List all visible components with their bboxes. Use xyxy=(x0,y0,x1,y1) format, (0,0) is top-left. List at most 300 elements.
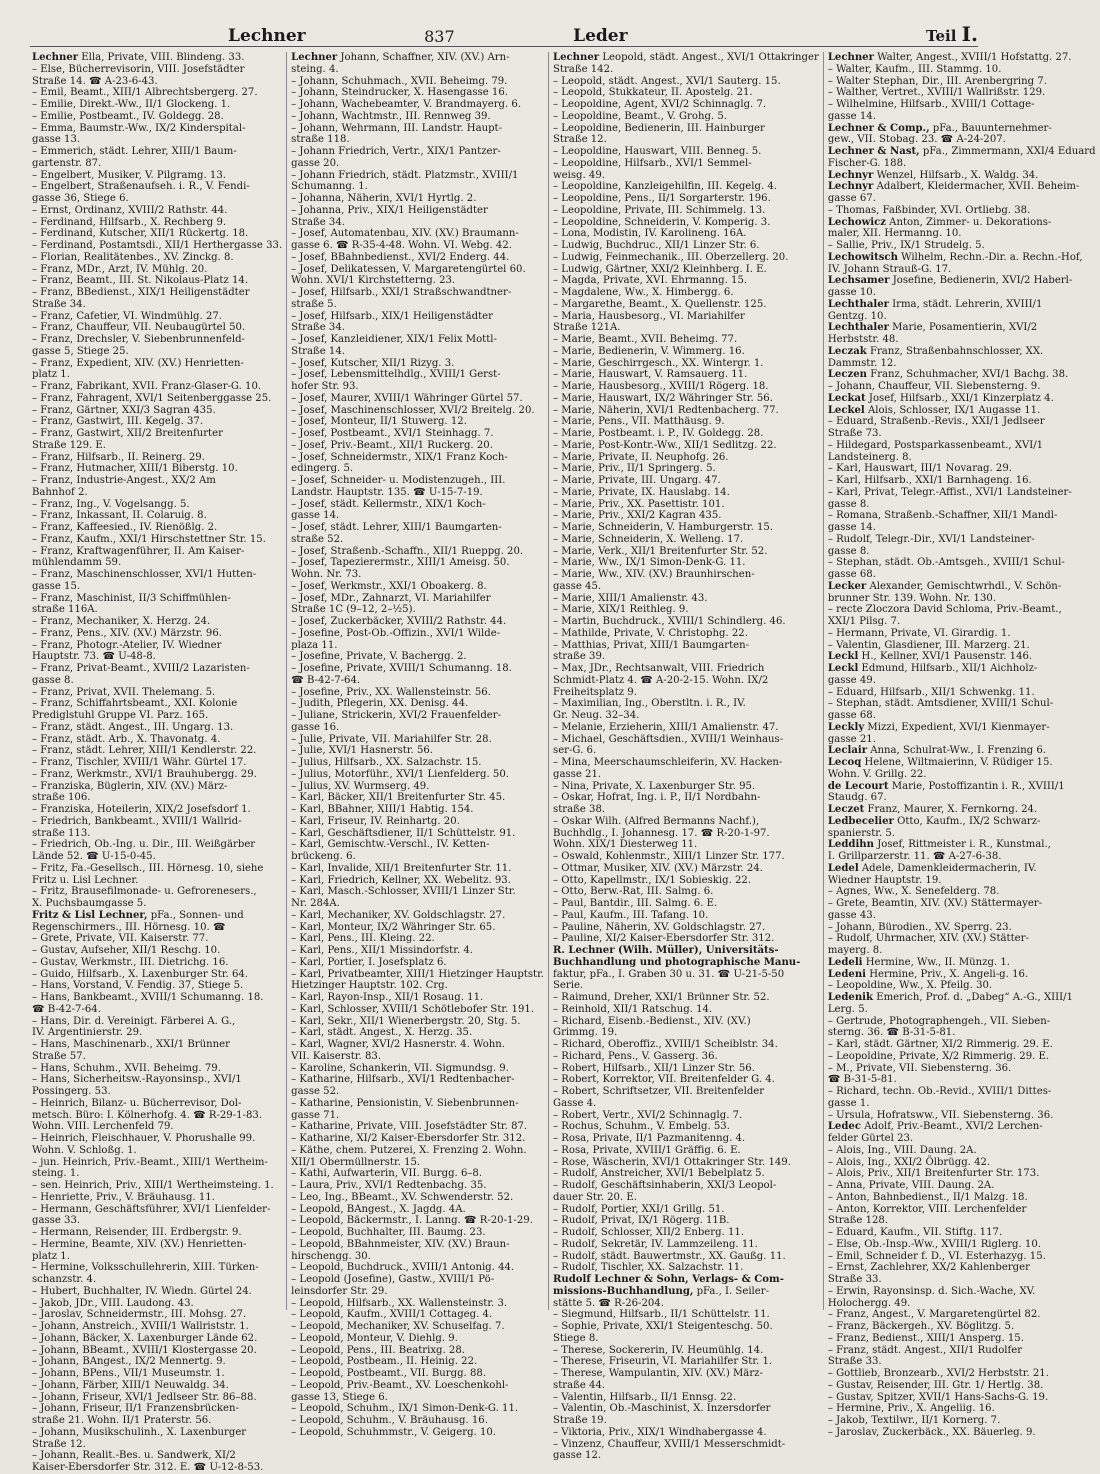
entry-text: brückeng. 6. xyxy=(291,851,356,862)
entry-text: – Johanna, Priv., XIX/1 Heiligenstädter xyxy=(291,204,488,216)
entry-text: – Gustav, Reisender, III. Gtr. 1/ Hertlg. 38. xyxy=(827,1379,1044,1391)
entry-text: Edmund, Hilfsarb., XII/1 Aichholz- xyxy=(858,663,1038,674)
directory-entry xyxy=(553,1016,819,1028)
entry-text: – Rudolf, Portier, XXI/1 Grillg. 51. xyxy=(553,1203,725,1215)
directory-entry xyxy=(828,205,1096,217)
entry-text: – Leopoldine, Private, III. Schimmelg. 13. xyxy=(553,204,766,216)
entry-text: Straße 14. xyxy=(291,345,345,357)
entry-text: – Franz, Cafetier, VI. Windmühlg. 27. xyxy=(32,310,222,322)
entry-text: Johann, Schaffner, XIV. (XV.) Arn- xyxy=(337,52,510,63)
directory-entry xyxy=(553,675,819,687)
directory-entry xyxy=(553,875,819,887)
entry-text: – Josef, Kanzleidiener, XIX/1 Felix Mottl- xyxy=(291,334,497,345)
directory-entry xyxy=(553,134,819,146)
entry-text: – Johann, BAngest., IX/2 Mennertg. 9. xyxy=(32,1356,226,1368)
directory-entry xyxy=(291,969,544,981)
directory-entry xyxy=(32,1333,282,1345)
directory-entry xyxy=(828,1121,1096,1133)
directory-entry xyxy=(32,1063,282,1075)
directory-entry xyxy=(291,240,544,252)
entry-text: gasse 71. xyxy=(291,1109,340,1121)
directory-entry xyxy=(553,287,819,299)
entry-text: gasse 12. xyxy=(553,1450,602,1462)
entry-text: Anton, Zimmer- u. Dekorations- xyxy=(885,216,1052,228)
entry-text: – Grete, Private, VII. Kaiserstr. 77. xyxy=(32,933,209,945)
directory-entry xyxy=(291,1286,544,1298)
entry-text: – Leopold, Schuhm., V. Bräuhausg. 16. xyxy=(291,1415,488,1426)
directory-entry xyxy=(553,593,819,605)
entry-text: – Franz, Bedienst., XIII/1 Ansperg. 15. xyxy=(827,1332,1024,1344)
entry-text: leinsdorfer Str. 29. xyxy=(291,1285,388,1297)
directory-entry xyxy=(828,675,1096,687)
directory-entry xyxy=(291,734,544,746)
entry-text: – Ferdinand, Hilfsarb., X. Rechberg 9. xyxy=(32,216,227,228)
directory-entry xyxy=(32,863,282,875)
directory-entry xyxy=(32,487,282,499)
columns xyxy=(28,52,1096,1473)
directory-entry xyxy=(32,534,282,546)
directory-entry xyxy=(291,863,544,875)
directory-entry xyxy=(828,1051,1096,1063)
directory-entry xyxy=(291,1192,544,1204)
entry-text: – Emma, Baumstr.-Ww., IX/2 Kinderspital- xyxy=(32,122,246,134)
entry-text: – Rudolf, Privat, IX/1 Rögerg. 11B. xyxy=(553,1215,730,1227)
directory-entry xyxy=(828,593,1096,605)
entry-text: – Kathi, Aufwarterin, VII. Burgg. 6–8. xyxy=(291,1168,483,1180)
directory-entry xyxy=(32,710,282,722)
directory-entry xyxy=(32,1027,282,1039)
directory-entry xyxy=(291,616,544,628)
directory-entry xyxy=(553,546,819,558)
entry-text: – Franz, Expedient, XIV. (XV.) Henrietten- xyxy=(32,357,244,369)
directory-entry xyxy=(553,828,819,840)
directory-entry xyxy=(32,816,282,828)
directory-entry xyxy=(828,240,1096,252)
entry-text: – Karl, Pens., III. Kleing. 22. xyxy=(291,933,435,945)
entry-text: – Otto, Berw.-Rat, III. Salmg. 6. xyxy=(553,886,714,898)
entry-text: felder Gürtel 23. xyxy=(827,1133,914,1144)
column-2 xyxy=(287,52,549,1438)
entry-text: – Johann, BPens., VII/1 Museumstr. 1. xyxy=(32,1368,225,1379)
entry-text: – Siegmund, Hilfsarb., II/1 Schüttelstr. 11. xyxy=(553,1309,770,1321)
directory-entry xyxy=(553,217,819,229)
entry-text: Franz, Straßenbahnschlosser, XX. xyxy=(866,345,1044,357)
entry-text: – Franz, Werkmstr., XVI/1 Brauhubergg. 29. xyxy=(32,768,257,780)
directory-entry xyxy=(553,1133,819,1145)
entry-text: – Franziska, Büglerin, XIV. (XV.) März- xyxy=(32,780,228,792)
directory-entry xyxy=(32,722,282,734)
directory-entry xyxy=(553,1380,819,1392)
entry-surname: Lechnyr xyxy=(827,169,874,181)
entry-text: spanierstr. 5. xyxy=(827,827,896,839)
directory-entry xyxy=(828,1145,1096,1157)
directory-entry xyxy=(32,416,282,428)
directory-entry xyxy=(291,264,544,276)
entry-text: – Marie, Hauswart, V. Ramsauerg. 11. xyxy=(553,369,748,381)
entry-text: Prediglstuhl Gruppe VI. Parz. 165. xyxy=(32,710,209,721)
directory-entry xyxy=(828,1215,1096,1227)
directory-entry xyxy=(291,781,544,793)
directory-entry xyxy=(553,52,819,64)
directory-entry xyxy=(553,1262,819,1274)
directory-entry xyxy=(32,804,282,816)
entry-text: – Gustav, Aufseher, XII/1 Reschg. 10. xyxy=(32,945,221,956)
entry-text: – Leopold, Schuhm., IX/1 Simon-Denk-G. 11. xyxy=(291,1403,519,1415)
entry-surname: Rudolf Lechner & Sohn, Verlags- & Com- xyxy=(553,1274,784,1285)
directory-entry xyxy=(291,1274,544,1286)
directory-entry xyxy=(32,522,282,534)
entry-text: straße 116A. xyxy=(32,604,98,616)
entry-text: – Ferdinand, Postamtsdi., XII/1 Herthergasse 33. xyxy=(32,240,283,251)
entry-text: – Julius, XV. Wurmserg. 49. xyxy=(291,780,430,792)
directory-entry xyxy=(553,1098,819,1110)
entry-text: stätte 5. ☎ R-26-204. xyxy=(553,1297,664,1309)
entry-text: – Ludwig, Buchdruc., XII/1 Linzer Str. 6. xyxy=(553,240,760,251)
directory-entry xyxy=(553,863,819,875)
directory-entry xyxy=(291,1321,544,1333)
entry-text: – Leopold, Pens., III. Beatrixg. 28. xyxy=(291,1344,465,1356)
directory-entry xyxy=(291,428,544,440)
entry-text: Ella, Private, VIII. Blindeng. 33. xyxy=(78,52,245,63)
entry-text: – Katharine, Private, VIII. Josefstädter Str. 87. xyxy=(291,1121,528,1133)
entry-surname: Lechowicz xyxy=(827,216,886,228)
entry-text: – Hans, Vorstand, V. Fendig. 37, Stiege 5. xyxy=(32,980,244,992)
entry-surname: Leczak xyxy=(827,345,867,357)
directory-entry xyxy=(291,1145,544,1157)
directory-entry xyxy=(553,416,819,428)
entry-text: – Marie, Ww., IX/1 Simon-Denk-G. 11. xyxy=(553,557,746,569)
entry-text: metsch. Büro: I. Kölnerhofg. 4. ☎ R-29-1-83. xyxy=(32,1109,263,1121)
entry-text: – Fritz, Fa.-Gesellsch., III. Hörnesg. 10, siehe xyxy=(32,862,264,874)
entry-surname: Lechner & Comp., xyxy=(827,122,930,134)
entry-text: – Franz, Kaffeesied., IV. Rienößlg. 2. xyxy=(32,522,218,533)
directory-entry xyxy=(553,275,819,287)
directory-entry xyxy=(553,769,819,781)
directory-entry xyxy=(32,1251,282,1263)
directory-entry xyxy=(553,510,819,522)
entry-text: – Karl, Pens., XII/1 Missindorfstr. 4. xyxy=(291,945,474,956)
column-4 xyxy=(824,52,1100,1438)
entry-surname: Ledeni xyxy=(827,968,867,980)
directory-entry xyxy=(553,463,819,475)
directory-entry xyxy=(828,1368,1096,1380)
entry-text: platz 1. xyxy=(32,1250,70,1262)
directory-entry xyxy=(553,1274,819,1286)
directory-entry xyxy=(32,792,282,804)
entry-text: – Josef, städt. Lehrer, XIII/1 Baumgarten- xyxy=(291,522,502,533)
directory-entry xyxy=(553,452,819,464)
directory-entry xyxy=(32,980,282,992)
directory-entry xyxy=(553,534,819,546)
entry-text: – Rudolf, Geschäftsinhaberin, XXI/3 Leopol- xyxy=(553,1180,777,1191)
entry-text: Wilhelm, Rechn.-Dir. a. Rechn.-Hof, xyxy=(897,251,1083,263)
directory-entry xyxy=(291,886,544,898)
entry-text: faktur, pFa., I. Graben 30 u. 31. ☎ U-21-5-50 xyxy=(553,968,785,980)
entry-text: platz 1. xyxy=(32,369,70,381)
directory-entry xyxy=(553,910,819,922)
entry-text: – Karl, Bäcker, XII/1 Breitenfurter Str. 45. xyxy=(291,792,506,804)
directory-entry xyxy=(553,816,819,828)
entry-surname: Lechthaler xyxy=(827,322,889,334)
entry-text: – Josef, BBahnbedienst., XVI/2 Enderg. 44. xyxy=(291,251,510,263)
directory-entry xyxy=(553,569,819,581)
entry-text: dauer Str. 20. E. xyxy=(553,1191,637,1203)
directory-entry xyxy=(553,1298,819,1310)
directory-entry xyxy=(828,922,1096,934)
directory-entry xyxy=(828,405,1096,417)
entry-text: – Karl, Masch.-Schlosser, XVIII/1 Linzer Str. xyxy=(291,886,516,898)
directory-entry xyxy=(291,945,544,957)
directory-entry xyxy=(32,510,282,522)
entry-surname: Lechowitsch xyxy=(827,251,898,263)
entry-text: straße 21. Wohn. II/1 Praterstr. 56. xyxy=(32,1415,212,1426)
entry-text: – Johanna, Näherin, XVI/1 Hyrtlg. 2. xyxy=(291,193,477,204)
directory-entry xyxy=(553,734,819,746)
directory-entry xyxy=(32,393,282,405)
directory-entry xyxy=(828,769,1096,781)
entry-text: – Marie, XIII/1 Amalienstr. 43. xyxy=(553,592,708,604)
entry-text: Schmidt-Platz 4. ☎ A-20-2-15. Wohn. IX/2 xyxy=(553,674,769,686)
entry-text: – Johann, Anstreich., XVIII/1 Wallriststr. 1. xyxy=(32,1321,249,1332)
entry-text: – Johann, Wehrmann, III. Landstr. Haupt- xyxy=(291,122,503,134)
directory-entry xyxy=(553,123,819,135)
entry-text: – Romana, Straßenb.-Schaffner, XII/1 Mandl- xyxy=(827,510,1058,522)
entry-text: edingerg. 5. xyxy=(291,463,354,475)
entry-text: Irma, städt. Lehrerin, XVIII/1 xyxy=(888,298,1043,310)
directory-entry xyxy=(828,886,1096,898)
directory-entry xyxy=(553,1157,819,1169)
entry-text: – Josef, Delikatessen, V. Margaretengürtel 60. xyxy=(291,263,526,275)
entry-text: ☎ B-31-5-81. xyxy=(827,1074,897,1086)
entry-text: Grimmg. 19. xyxy=(553,1027,618,1039)
entry-text: – Ernst, Zachlehrer, XX/2 Kahlenberger xyxy=(827,1262,1030,1274)
directory-entry xyxy=(553,640,819,652)
entry-surname: Leckat xyxy=(827,392,866,404)
entry-text: – Franz, Ing., V. Vogelsangg. 5. xyxy=(32,498,190,510)
directory-entry xyxy=(553,369,819,381)
directory-entry xyxy=(828,1321,1096,1333)
entry-text: – Mathilde, Private, V. Christophg. 22. xyxy=(553,627,748,639)
directory-entry xyxy=(32,969,282,981)
directory-entry xyxy=(291,710,544,722)
entry-text: – Karl, Sekr., XII/1 Wienerbergstr. 20, Stg. 5. xyxy=(291,1015,521,1027)
entry-text: – Josefine, Priv., XX. Wallensteinstr. 56. xyxy=(291,686,491,698)
entry-text: – Marie, Post-Kontr.-Ww., XII/1 Sedlitzg. 22. xyxy=(553,439,777,451)
directory-entry xyxy=(32,628,282,640)
directory-entry xyxy=(828,534,1096,546)
directory-entry xyxy=(553,1074,819,1086)
directory-entry xyxy=(291,416,544,428)
directory-entry xyxy=(291,1168,544,1180)
entry-text: Straße 19. xyxy=(553,1415,607,1426)
entry-text: – Valentin, Ob.-Maschinist, X. Inzersdorfer xyxy=(553,1403,771,1415)
directory-entry xyxy=(553,1168,819,1180)
directory-entry xyxy=(291,99,544,111)
directory-entry xyxy=(828,1074,1096,1086)
entry-text: – Franz, städt. Angest., III. Ungarg. 13. xyxy=(32,721,234,733)
directory-entry xyxy=(828,687,1096,699)
entry-text: – Robert, Schriftsetzer, VII. Breitenfelder xyxy=(553,1086,765,1097)
entry-text: – Marie, Verk., XII/1 Breitenfurter Str. 52. xyxy=(553,545,768,557)
directory-entry xyxy=(828,1380,1096,1392)
directory-entry xyxy=(828,710,1096,722)
entry-text: – Rosa, Private, II/1 Pazmanitenng. 4. xyxy=(553,1133,746,1144)
directory-entry xyxy=(828,1098,1096,1110)
entry-text: Lände 52. ☎ U-15-0-45. xyxy=(32,851,156,862)
entry-text: gasse 8. xyxy=(827,545,870,557)
entry-text: – Johann, Schuhmach., XVII. Beheimg. 79. xyxy=(291,75,508,87)
entry-text: IV. Johann Strauß-G. 17. xyxy=(827,263,952,275)
directory-entry xyxy=(553,1321,819,1333)
entry-text: ser-G. 6. xyxy=(553,745,597,757)
entry-text: pFa., Zimmermann, XXI/4 Eduard xyxy=(919,146,1096,157)
entry-text: – Leopold, Buchhalter, III. Baumg. 23. xyxy=(291,1227,486,1238)
entry-text: steing. 4. xyxy=(291,63,339,75)
directory-entry xyxy=(553,957,819,969)
entry-text: – Josef, Hilfsarb., XIX/1 Heiligenstädter xyxy=(291,310,493,322)
entry-text: – Reinhold, XII/1 Ratschug. 14. xyxy=(553,1003,713,1015)
directory-entry xyxy=(291,181,544,193)
directory-entry xyxy=(291,1016,544,1028)
entry-text: – Leopold (Josefine), Gastw., XVIII/1 Pö- xyxy=(291,1274,495,1285)
entry-text: gasse 14. xyxy=(827,522,876,533)
entry-text: – Anton, Bahnbedienst., II/1 Malzg. 18. xyxy=(827,1191,1028,1203)
entry-text: – Maximilian, Ing., Oberstltn. i. R., IV. xyxy=(553,698,746,710)
directory-entry xyxy=(291,628,544,640)
directory-entry xyxy=(828,1392,1096,1404)
directory-entry xyxy=(32,1239,282,1251)
entry-text: – Marie, Hausbesorg., XVIII/1 Rögerg. 18. xyxy=(553,381,769,392)
directory-entry xyxy=(32,1462,282,1474)
directory-entry xyxy=(828,123,1096,135)
entry-text: Holochergg. 49. xyxy=(827,1297,911,1309)
entry-text: – Josef, Hilfsarb., XXI/1 Straßschwandtner- xyxy=(291,287,512,298)
directory-entry xyxy=(553,628,819,640)
entry-text: straße 39. xyxy=(553,651,606,663)
directory-entry xyxy=(828,1298,1096,1310)
directory-entry xyxy=(32,745,282,757)
directory-entry xyxy=(291,134,544,146)
entry-text: Straße 121A. xyxy=(553,322,621,334)
entry-surname: missions-Buchhandlung, xyxy=(553,1285,694,1297)
directory-entry xyxy=(291,487,544,499)
entry-text: weisg. 49. xyxy=(553,169,605,181)
entry-text: straße 52. xyxy=(291,533,344,545)
directory-entry xyxy=(291,1039,544,1051)
directory-entry xyxy=(828,745,1096,757)
directory-entry xyxy=(32,1274,282,1286)
entry-text: – Ferdinand, Kutscher, XII/1 Rückertg. 18. xyxy=(32,228,249,240)
entry-text: Straße 33. xyxy=(827,1356,882,1368)
directory-entry xyxy=(828,1133,1096,1145)
entry-text: – Karl, Friseur, IV. Reinhartg. 20. xyxy=(291,815,460,827)
entry-text: Wohn. V. Schloßg. 1. xyxy=(32,1144,137,1156)
entry-text: – Leopoldine, Bedienerin, III. Hainburger xyxy=(553,122,765,134)
entry-text: – Johann, Friseur, XVI/1 Jedlseer Str. 86–88. xyxy=(32,1391,257,1403)
entry-surname: Lecker xyxy=(827,580,867,592)
directory-entry xyxy=(828,181,1096,193)
entry-text: Freiheitsplatz 9. xyxy=(553,686,637,698)
directory-entry xyxy=(32,933,282,945)
entry-text: – Alois, Ing., XXI/2 Ölbrügg. 42. xyxy=(827,1156,991,1168)
entry-text: – Johann, Färber, XIII/1 Neuwaldg. 34. xyxy=(32,1379,229,1391)
directory-entry xyxy=(32,217,282,229)
entry-text: – Michael, Geschäftsdien., XVIII/1 Weinhaus- xyxy=(553,733,784,745)
entry-text: – Friedrich, Bankbeamt., XVIII/1 Wallrid- xyxy=(32,815,242,827)
directory-entry xyxy=(291,440,544,452)
directory-entry xyxy=(32,687,282,699)
directory-entry xyxy=(32,1368,282,1380)
directory-entry xyxy=(828,663,1096,675)
entry-text: Wohn. V. Grillg. 22. xyxy=(827,768,927,780)
directory-entry xyxy=(32,193,282,205)
directory-entry xyxy=(32,1098,282,1110)
entry-text: – Franz, Hilfsarb., II. Reinerg. 29. xyxy=(32,451,205,463)
entry-text: gartenstr. 87. xyxy=(32,157,102,169)
directory-entry xyxy=(828,487,1096,499)
entry-text: – Rudolf, Schlosser, XII/2 Enberg. 11. xyxy=(553,1227,745,1238)
entry-text: – Karl, Geschäftsdiener, II/1 Schüttelstr. 91. xyxy=(291,827,516,839)
directory-entry xyxy=(32,1086,282,1098)
entry-text: gasse 1. xyxy=(827,1097,870,1109)
directory-entry xyxy=(291,910,544,922)
directory-entry xyxy=(828,1333,1096,1345)
directory-entry xyxy=(32,910,282,922)
directory-entry xyxy=(553,87,819,99)
entry-text: – Julie, Private, VII. Mariahilfer Str. 28. xyxy=(291,733,492,745)
directory-entry xyxy=(291,52,544,64)
directory-entry xyxy=(553,499,819,511)
directory-entry xyxy=(291,228,544,240)
entry-text: Wohn. XVI/1 Kirchstetterng. 23. xyxy=(291,275,456,287)
directory-entry xyxy=(828,287,1096,299)
directory-entry xyxy=(291,393,544,405)
entry-text: – Leopold, Postbeam., II. Heinig. 22. xyxy=(291,1356,478,1368)
entry-text: – Raimund, Dreher, XXI/1 Brünner Str. 52. xyxy=(553,992,770,1003)
directory-entry xyxy=(32,1415,282,1427)
entry-text: – Franz, städt. Arb., X. Thavonatg. 4. xyxy=(32,733,221,745)
entry-text: Dammstr. 12. xyxy=(827,357,897,369)
directory-entry xyxy=(32,1227,282,1239)
entry-text: ☎ B-42-7-64. xyxy=(32,1003,101,1015)
directory-entry xyxy=(32,1204,282,1216)
directory-entry xyxy=(291,922,544,934)
entry-text: Straße 57. xyxy=(32,1050,86,1062)
directory-entry xyxy=(291,1063,544,1075)
directory-entry xyxy=(32,1356,282,1368)
entry-text: – Ernst, Ordinanz, XVIII/2 Rathstr. 44. xyxy=(32,204,228,216)
page-number: 837 xyxy=(424,27,455,46)
directory-entry xyxy=(828,299,1096,311)
directory-entry xyxy=(553,193,819,205)
directory-entry xyxy=(32,252,282,264)
directory-entry xyxy=(828,992,1096,1004)
entry-text: Wenzel, Hilfsarb., X. Waldg. 34. xyxy=(873,169,1039,181)
entry-surname: de Lecourt xyxy=(827,780,889,792)
entry-text: – Grete, Beamtin, XIV. (XV.) Stättermayer- xyxy=(827,898,1043,909)
entry-text: – Thomas, Faßbinder, XVI. Ortliebg. 38. xyxy=(827,204,1031,216)
directory-entry xyxy=(32,604,282,616)
directory-entry xyxy=(553,99,819,111)
entry-text: – Robert, Korrektor, VII. Breitenfelder G. 4. xyxy=(553,1074,775,1086)
entry-text: – Therese, Sockererin, IV. Heumühlg. 14. xyxy=(553,1344,764,1356)
entry-text: – Johann, Bäcker, X. Laxenburger Lände 62. xyxy=(32,1332,258,1344)
entry-text: – Franz, Beamt., III. St. Nikolaus-Platz 14. xyxy=(32,275,249,287)
directory-entry xyxy=(828,957,1096,969)
entry-text: mayerg. 8. xyxy=(827,945,883,956)
entry-text: – Leopold, Stukkateur, II. Apostelg. 21. xyxy=(553,87,753,99)
entry-text: – Wilhelmine, Hilfsarb., XVIII/1 Cottage- xyxy=(827,99,1035,110)
